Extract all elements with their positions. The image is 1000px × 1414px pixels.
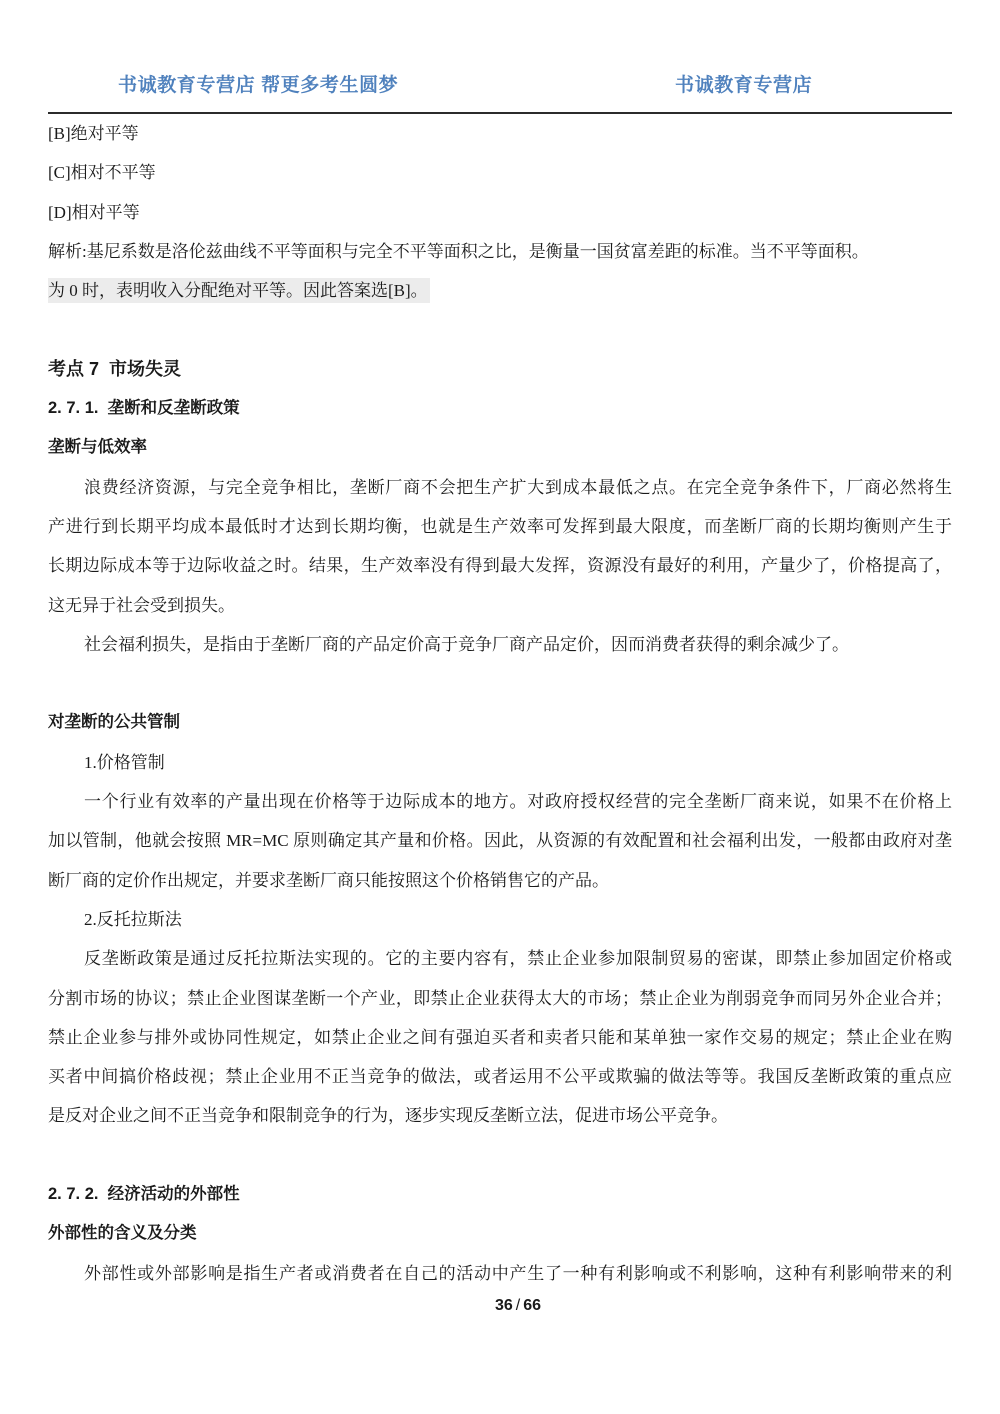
paragraph-line: 分割市场的协议；禁止企业图谋垄断一个产业，即禁止企业获得太大的市场；禁止企业为削弱竞争而同另外企业合并； <box>48 988 952 1008</box>
paragraph-line: 浪费经济资源，与完全竞争相比，垄断厂商不会把生产扩大到成本最低之点。在完全竞争条件下，厂商必然将生 <box>84 477 952 497</box>
paragraph-line: 禁止企业参与排外或协同性规定，如禁止企业之间有强迫买者和卖者只能和某单独一家作交易的规定；禁止企业在购 <box>48 1027 952 1047</box>
paragraph-line: 买者中间搞价格歧视；禁止企业用不正当竞争的做法，或者运用不公平或欺骗的做法等等。我国反垄断政策的重点应 <box>48 1067 952 1087</box>
paragraph-line: 反垄断政策是通过反托拉斯法实现的。它的主要内容有，禁止企业参加限制贸易的密谋，即禁止参加固定价格或 <box>84 949 952 969</box>
answer-option-d: [D]相对平等 <box>48 202 140 222</box>
analysis-line: 解析:基尼系数是洛伦兹曲线不平等面积与完全不平等面积之比，是衡量一国贫富差距的标准。当不平等面积。 <box>48 241 869 261</box>
paragraph-line: 这无异于社会受到损失。 <box>48 595 235 615</box>
section-heading: 2. 7. 2. 经济活动的外部性 <box>48 1185 240 1204</box>
list-item-label: 2.反托拉斯法 <box>84 909 182 929</box>
subsection-heading: 垄断与低效率 <box>48 438 147 457</box>
total-pages-number: 66 <box>523 1297 542 1314</box>
paragraph-line: 长期边际成本等于边际收益之时。结果，生产效率没有得到最大发挥，资源没有最好的利用，产量少了，价格提高了， <box>48 556 952 576</box>
paragraph-line: 产进行到长期平均成本最低时才达到长期均衡，也就是生产效率可发挥到最大限度，而垄断厂商的长期均衡则产生于 <box>48 516 952 536</box>
answer-option-c: [C]相对不平等 <box>48 163 156 183</box>
analysis-line <box>48 271 952 310</box>
highlighted-analysis-text: 为 0 时，表明收入分配绝对平等。因此答案选[B]。 <box>48 278 430 303</box>
subsection-heading: 外部性的含义及分类 <box>48 1224 197 1243</box>
paragraph-line: 外部性或外部影响是指生产者或消费者在自己的活动中产生了一种有利影响或不利影响，这种有利影响带来的利 <box>84 1263 952 1283</box>
page-number <box>476 1291 560 1321</box>
blank-line <box>48 664 952 703</box>
paragraph-line: 断厂商的定价作出规定，并要求垄断厂商只能按照这个价格销售它的产品。 <box>48 870 609 890</box>
header-store-name: 书诚教育专营店 <box>675 75 813 96</box>
page-body <box>48 114 952 1293</box>
blank-line <box>48 310 952 349</box>
paragraph-line: 加以管制，他就会按照 MR=MC 原则确定其产量和价格。因此，从资源的有效配置和社会福利出发，一般都由政府对垄 <box>48 831 952 851</box>
paragraph-line: 社会福利损失，是指由于垄断厂商的产品定价高于竞争厂商产品定价，因而消费者获得的剩余减少了。 <box>84 634 849 654</box>
paragraph-line: 一个行业有效率的产量出现在价格等于边际成本的地方。对政府授权经营的完全垄断厂商来说，如果不在价格上 <box>84 792 952 812</box>
list-item-label: 1.价格管制 <box>84 752 165 772</box>
answer-option-b: [B]绝对平等 <box>48 124 139 143</box>
topic-title: 考点 7 市场失灵 <box>48 358 182 379</box>
current-page-number: 36 <box>494 1297 513 1314</box>
blank-line <box>48 1136 952 1175</box>
page-separator: / <box>515 1297 521 1314</box>
header-slogan: 书诚教育专营店 帮更多考生圆梦 <box>118 75 399 96</box>
subsection-heading: 对垄断的公共管制 <box>48 713 180 732</box>
paragraph-line: 是反对企业之间不正当竞争和限制竞争的行为，逐步实现反垄断立法，促进市场公平竞争。 <box>48 1106 728 1126</box>
section-heading: 2. 7. 1. 垄断和反垄断政策 <box>48 399 240 418</box>
